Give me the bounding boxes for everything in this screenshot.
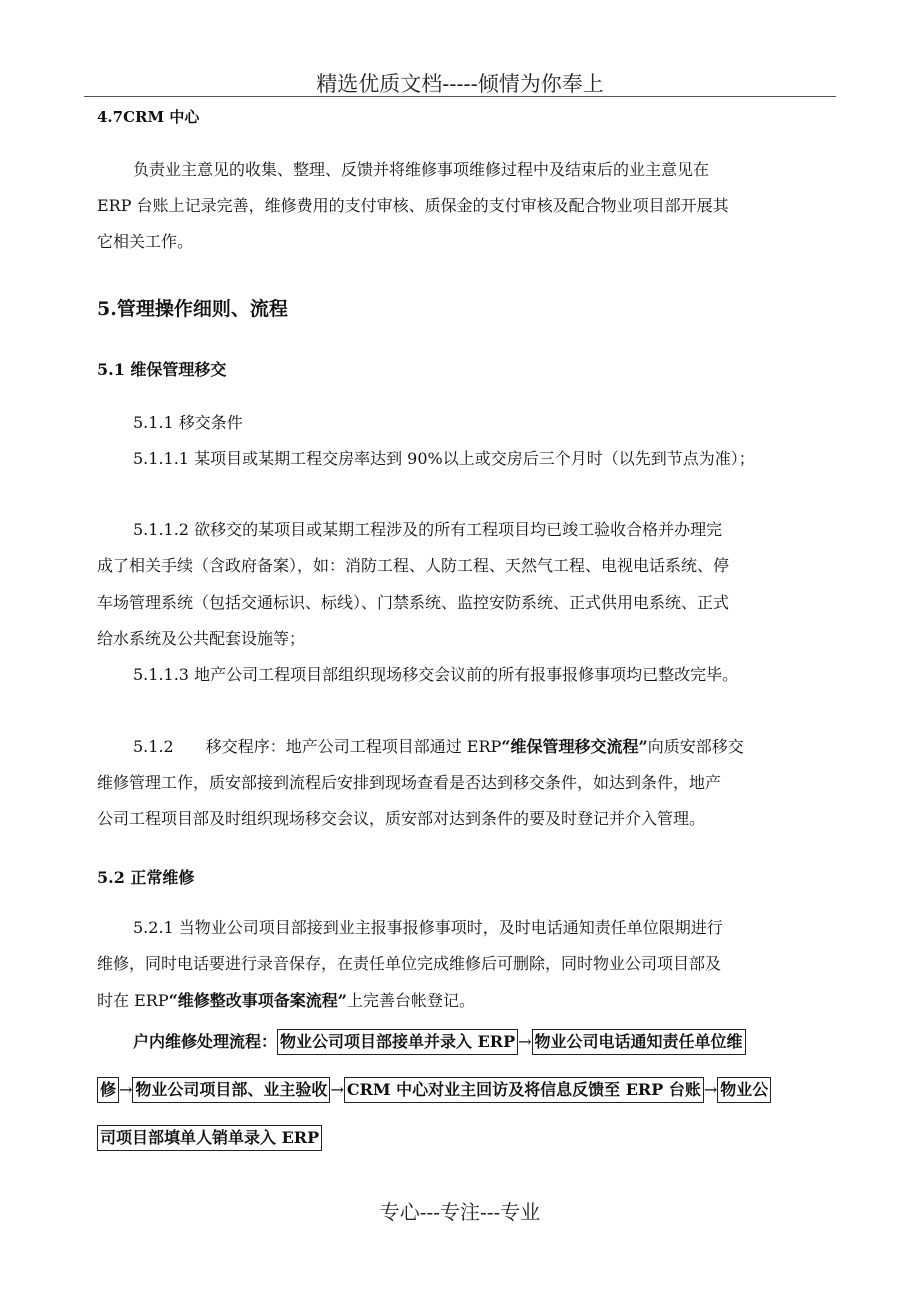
s512-line-2: 维修管理工作，质安部接到流程后安排到现场查看是否达到移交条件，如达到条件，地产 [97, 773, 722, 792]
flow-step-3: 物业公司项目部、业主验收 [132, 1077, 330, 1103]
section-5-1-heading: 5.1 维保管理移交 [97, 360, 227, 379]
flow-step-5-part-2: 司项目部填单人销单录入 ERP [97, 1125, 322, 1151]
s47-line-1: 负责业主意见的收集、整理、反馈并将维修事项维修过程中及结束后的业主意见在 [133, 160, 710, 179]
flow-step-4: CRM 中心对业主回访及将信息反馈至 ERP 台账 [344, 1077, 704, 1103]
flow-step-5-part-1: 物业公 [717, 1077, 771, 1103]
s521-flow-name: “维修整改事项备案流程” [168, 991, 348, 1010]
s521-line-2: 维修，同时电话要进行录音保存，在责任单位完成维修后可删除，同时物业公司项目部及 [97, 954, 722, 973]
flow-row-2 [97, 1077, 771, 1103]
s512-text-a: 5.1.2 移交程序：地产公司工程项目部通过 ERP [133, 737, 502, 756]
section-5-2-heading: 5.2 正常维修 [97, 868, 195, 887]
header-rule [84, 96, 836, 97]
s5112-line-1: 5.1.1.2 欲移交的某项目或某期工程涉及的所有工程项目均已竣工验收合格并办理完 [133, 520, 723, 539]
s512-flow-name: “维保管理移交流程” [501, 737, 648, 756]
s5112-line-2: 成了相关手续（含政府备案），如：消防工程、人防工程、天然气工程、电视电话系统、停 [97, 556, 730, 575]
flow-step-2-part-1: 物业公司电话通知责任单位维 [532, 1029, 746, 1055]
section-5-heading: 5.管理操作细则、流程 [97, 298, 288, 320]
flow-arrow: → [119, 1080, 133, 1099]
s5112-line-3: 车场管理系统（包括交通标识、标线）、门禁系统、监控安防系统、正式供用电系统、正式 [97, 593, 730, 612]
s47-line-3: 它相关工作。 [97, 232, 194, 251]
s5111-text: 5.1.1.1 某项目或某期工程交房率达到 90%以上或交房后三个月时（以先到节点为准）； [133, 449, 755, 468]
s512-text-b: 向质安部移交 [647, 737, 744, 756]
page-footer: 专心---专注---专业 [379, 1200, 541, 1224]
flow-arrow: → [703, 1080, 718, 1099]
s521-line-3 [97, 988, 475, 1011]
s47-line-2: ERP 台账上记录完善，维修费用的支付审核、质保金的支付审核及配合物业项目部开展其 [97, 196, 729, 215]
flow-step-2-part-2: 修 [97, 1077, 119, 1103]
flow-label: 户内维修处理流程： [133, 1032, 278, 1051]
s521-line-1: 5.2.1 当物业公司项目部接到业主报事报修事项时，及时电话通知责任单位限期进行 [133, 918, 723, 937]
s5113-text: 5.1.1.3 地产公司工程项目部组织现场移交会议前的所有报事报修事项均已整改完毕。 [133, 665, 739, 684]
flow-row-3 [97, 1125, 322, 1151]
section-4-7-heading: 4.7CRM 中心 [97, 108, 200, 126]
s511-heading: 5.1.1 移交条件 [133, 413, 243, 432]
s5112-line-4: 给水系统及公共配套设施等； [97, 629, 306, 648]
page-header: 精选优质文档-----倾情为你奉上 [316, 72, 604, 96]
s512-line-1 [133, 734, 744, 757]
flow-row-1 [133, 1029, 746, 1055]
s512-line-3: 公司工程项目部及时组织现场移交会议，质安部对达到条件的要及时登记并介入管理。 [97, 809, 706, 828]
flow-arrow: → [518, 1032, 532, 1051]
flow-step-1: 物业公司项目部接单并录入 ERP [277, 1029, 518, 1055]
flow-arrow: → [330, 1080, 344, 1099]
s521-text-b: 上完善台帐登记。 [347, 991, 476, 1010]
s521-text-a: 时在 ERP [97, 991, 169, 1010]
